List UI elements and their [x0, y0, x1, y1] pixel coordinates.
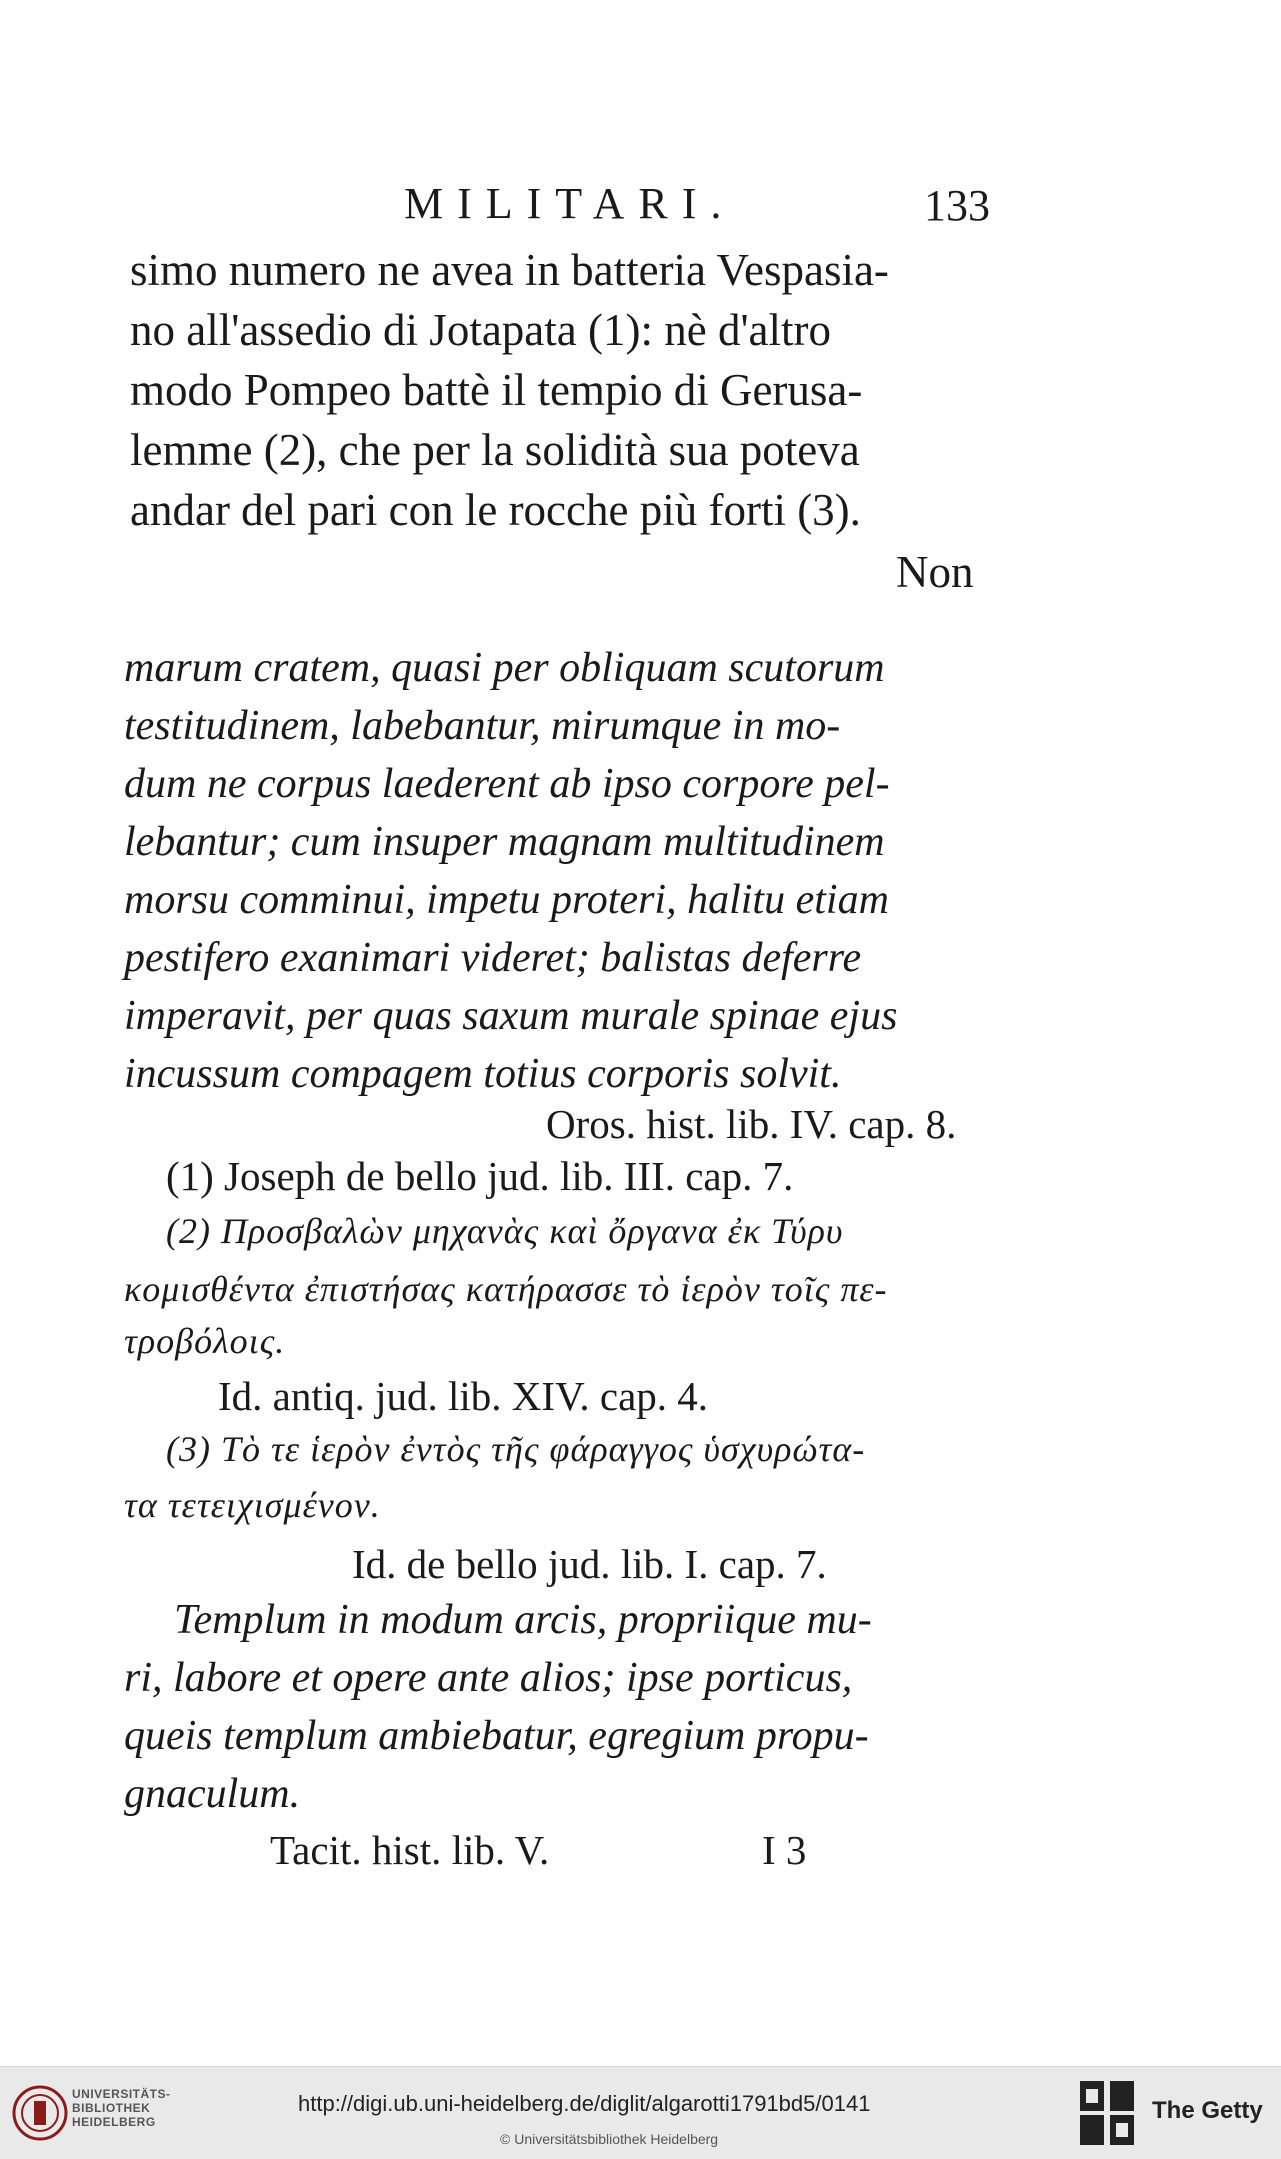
catchword: Non: [896, 547, 974, 597]
page-number: 133: [924, 181, 990, 230]
body-line: modo Pompeo battè il tempio di Gerusa-: [130, 365, 863, 415]
copyright-notice: © Universitätsbibliothek Heidelberg: [500, 2131, 719, 2147]
tacitus-line: queis templum ambiebatur, egregium propu-: [124, 1713, 869, 1759]
citation: Id. antiq. jud. lib. XIV. cap. 4.: [218, 1373, 709, 1419]
tacitus-line: Templum in modum arcis, propriique mu-: [174, 1597, 872, 1643]
quote-line: morsu comminui, impetu proteri, halitu etiam: [124, 877, 889, 923]
footnote-3-line: (3) Τὸ τε ἱερὸν ἐντὸς τῆς φάραγγος ὑσχυρώτα-: [166, 1429, 866, 1469]
quote-line: pestifero exanimari videret; balistas deferre: [124, 935, 862, 981]
getty-logo-icon: [1078, 2079, 1136, 2147]
tacitus-line: ri, labore et opere ante alios; ipse porticus,: [124, 1655, 853, 1701]
citation: Id. de bello jud. lib. I. cap. 7.: [352, 1541, 827, 1587]
tacitus-line: gnaculum.: [124, 1771, 301, 1817]
running-title: MILITARI.: [404, 179, 736, 228]
body-line: lemme (2), che per la solidità sua poteva: [130, 425, 860, 475]
viewer-footer: [0, 2066, 1281, 2159]
body-line: andar del pari con le rocche più forti (3).: [130, 485, 861, 535]
signature-mark: I 3: [762, 1827, 807, 1873]
partner-name: The Getty: [1152, 2097, 1263, 2124]
quote-line: dum ne corpus laederent ab ipso corpore pel-: [124, 761, 890, 807]
quote-line: incussum compagem totius corporis solvit.: [124, 1051, 842, 1097]
citation: Tacit. hist. lib. V.: [270, 1827, 550, 1873]
footnote-2-line: (2) Προσβαλὼν μηχανὰς καὶ ὄργανα ἐκ Τύρυ: [166, 1211, 844, 1251]
quote-line: marum cratem, quasi per obliquam scutorum: [124, 645, 885, 691]
footnote-2-line: κομισθέντα ἐπιστήσας κατήρασσε τὸ ἱερὸν τοῖς πε-: [124, 1269, 888, 1309]
quote-line: imperavit, per quas saxum murale spinae ejus: [124, 993, 898, 1039]
footnote-1: (1) Joseph de bello jud. lib. III. cap. 7.: [166, 1153, 794, 1199]
citation: Oros. hist. lib. IV. cap. 8.: [546, 1101, 957, 1147]
institution-name: UNIVERSITÄTS- BIBLIOTHEK HEIDELBERG: [72, 2087, 171, 2129]
permalink[interactable]: http://digi.ub.uni-heidelberg.de/diglit/algarotti1791bd5/0141: [298, 2091, 871, 2116]
university-seal-icon: [12, 2081, 68, 2145]
quote-line: testitudinem, labebantur, mirumque in mo-: [124, 703, 841, 749]
quote-line: lebantur; cum insuper magnam multitudinem: [124, 819, 885, 865]
footnote-3-line: τα τετειχισμένον.: [124, 1485, 381, 1525]
body-line: simo numero ne avea in batteria Vespasia-: [130, 245, 889, 295]
body-line: no all'assedio di Jotapata (1): nè d'altro: [130, 305, 832, 355]
footnote-2-line: τροβόλοις.: [124, 1321, 286, 1361]
